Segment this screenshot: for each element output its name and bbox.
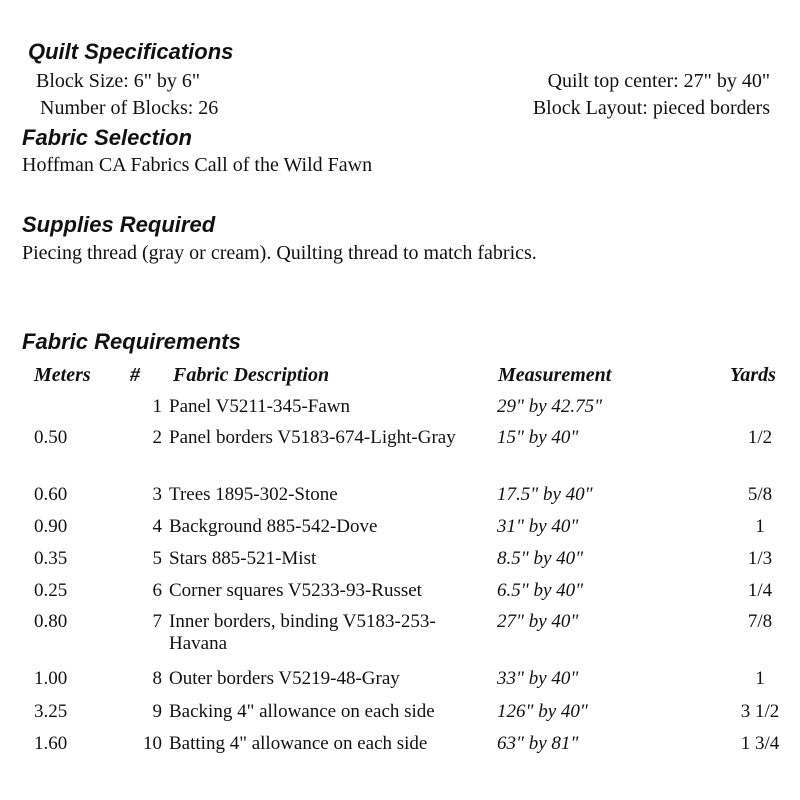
cell-number: 2 [152, 427, 162, 448]
cell-number: 4 [152, 516, 162, 537]
cell-meters: 0.35 [34, 548, 68, 569]
fabric-requirements-heading: Fabric Requirements [22, 329, 241, 354]
cell-yards: 3 1/2 [740, 701, 780, 722]
cell-meters: 0.60 [34, 484, 68, 505]
cell-description: Backing 4" allowance on each side [169, 701, 435, 722]
cell-description: Corner squares V5233-93-Russet [169, 580, 422, 601]
cell-measurement: 6.5" by 40" [497, 580, 584, 601]
cell-meters: 1.00 [34, 668, 68, 689]
cell-measurement: 126" by 40" [497, 701, 588, 722]
header-number: # [130, 364, 140, 386]
cell-measurement: 8.5" by 40" [497, 548, 584, 569]
cell-number: 9 [152, 701, 162, 722]
cell-yards: 1/2 [747, 427, 773, 448]
header-measurement: Measurement [498, 364, 612, 386]
fabric-selection-heading: Fabric Selection [22, 125, 192, 150]
cell-number: 6 [152, 580, 162, 601]
cell-measurement: 17.5" by 40" [497, 484, 593, 505]
cell-description: Panel borders V5183-674-Light-Gray [169, 427, 456, 448]
cell-yards: 1 3/4 [740, 733, 780, 754]
cell-yards: 1/3 [747, 548, 773, 569]
supplies-text: Piecing thread (gray or cream). Quilting thread to match fabrics. [22, 242, 537, 264]
cell-measurement: 33" by 40" [497, 668, 579, 689]
cell-description: Stars 885-521-Mist [169, 548, 317, 569]
cell-number: 1 [152, 396, 162, 417]
cell-yards: 1 [755, 516, 765, 537]
cell-measurement: 31" by 40" [497, 516, 579, 537]
cell-description: Batting 4" allowance on each side [169, 733, 428, 754]
cell-meters: 1.60 [34, 733, 68, 754]
header-meters: Meters [34, 364, 91, 386]
header-yards: Yards [730, 364, 776, 386]
quilt-top-center-text: Quilt top center: 27" by 40" [547, 70, 770, 92]
cell-measurement: 63" by 81" [497, 733, 579, 754]
cell-description: Background 885-542-Dove [169, 516, 378, 537]
cell-yards: 7/8 [747, 611, 773, 632]
cell-description: Trees 1895-302-Stone [169, 484, 338, 505]
cell-meters: 0.90 [34, 516, 68, 537]
cell-yards: 5/8 [747, 484, 773, 505]
supplies-required-heading: Supplies Required [22, 212, 216, 237]
cell-measurement: 29" by 42.75" [497, 396, 603, 417]
block-size-text: Block Size: 6" by 6" [36, 70, 201, 92]
cell-description: Outer borders V5219-48-Gray [169, 668, 400, 689]
cell-number: 3 [152, 484, 162, 505]
number-of-blocks-text: Number of Blocks: 26 [40, 97, 219, 119]
quilt-specifications-heading: Quilt Specifications [28, 39, 234, 64]
cell-number: 8 [152, 668, 162, 689]
cell-meters: 0.50 [34, 427, 68, 448]
cell-number: 10 [143, 733, 162, 754]
cell-number: 7 [152, 611, 162, 632]
cell-number: 5 [152, 548, 162, 569]
cell-measurement: 15" by 40" [497, 427, 579, 448]
cell-yards: 1/4 [747, 580, 773, 601]
cell-meters: 0.80 [34, 611, 68, 632]
cell-description: Panel V5211-345-Fawn [169, 396, 351, 417]
cell-meters: 0.25 [34, 580, 68, 601]
cell-meters: 3.25 [34, 701, 68, 722]
cell-yards: 1 [755, 668, 765, 689]
header-description: Fabric Description [173, 364, 330, 386]
block-layout-text: Block Layout: pieced borders [532, 97, 770, 119]
fabric-selection-text: Hoffman CA Fabrics Call of the Wild Fawn [22, 154, 373, 176]
cell-description: Inner borders, binding V5183-253-Havana [169, 611, 436, 654]
cell-measurement: 27" by 40" [497, 611, 579, 632]
